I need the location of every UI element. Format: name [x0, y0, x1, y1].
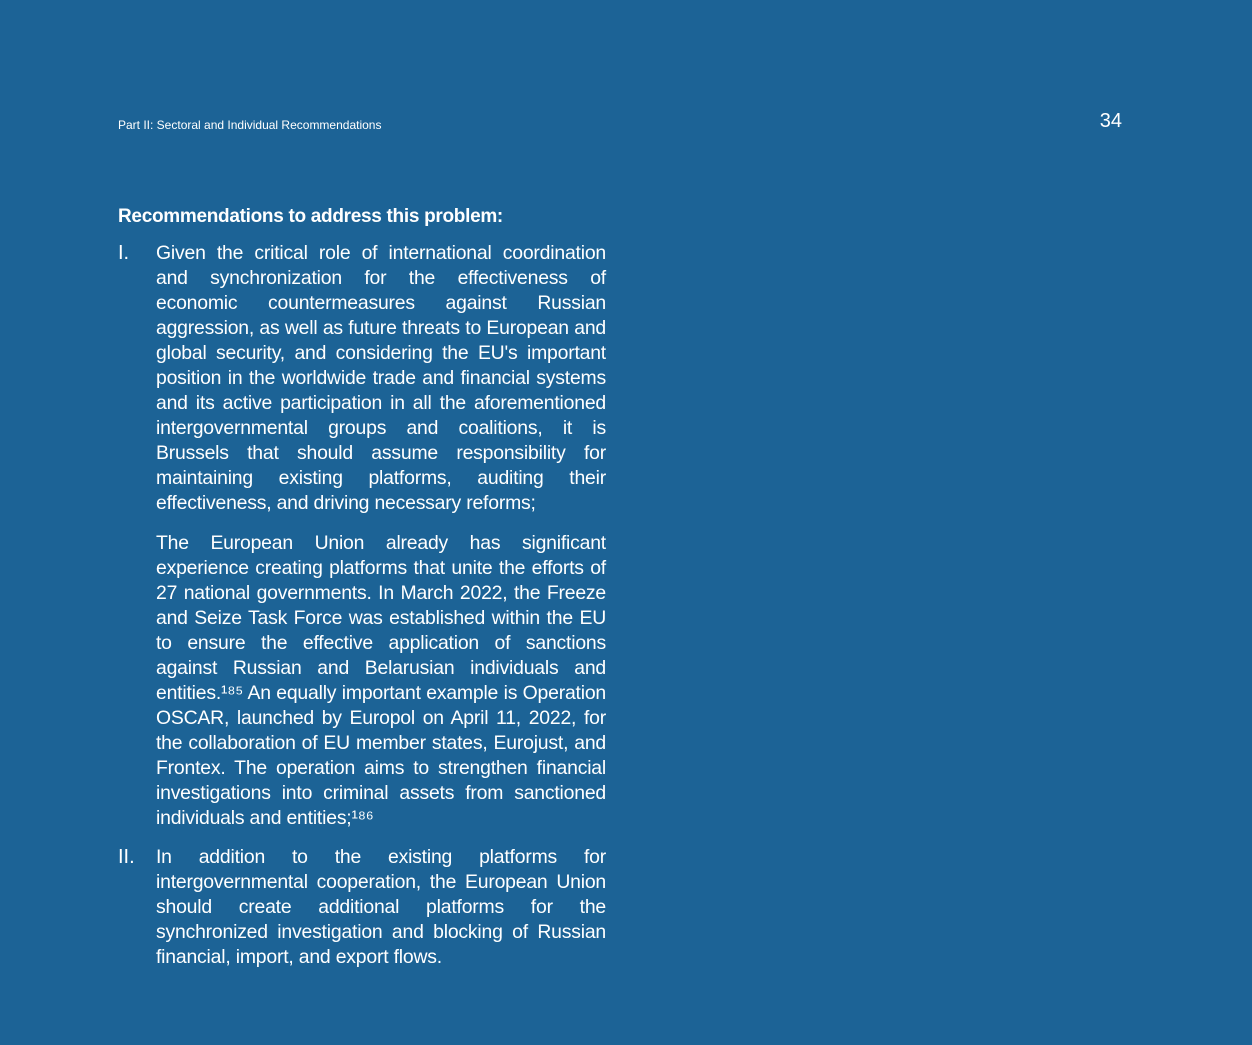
recommendation-body	[156, 241, 606, 831]
running-header: Part II: Sectoral and Individual Recommendations	[118, 118, 382, 132]
recommendation-paragraph: In addition to the existing platforms for intergovernmental cooperation, the European Union should create additional platforms for the synchronized investigation and blocking of Russian financial, import, and export flows.	[156, 846, 606, 968]
list-marker: II.	[118, 846, 135, 868]
recommendation-body	[156, 845, 606, 970]
main-content	[118, 204, 606, 984]
recommendation-paragraph: Given the critical role of international coordination and synchronization for the effectiveness of economic countermeasures against Russian aggression, as well as future threats to European and global security, and considering the EU's important position in the worldwide trade and financial systems and its active participation in all the aforementioned intergovernmental groups and coalitions, it is Brussels that should assume responsibility for maintaining existing platforms, auditing their effectiveness, and driving necessary reforms;	[156, 242, 606, 514]
page-number: 34	[1099, 110, 1122, 132]
recommendation-item-2	[118, 845, 606, 970]
list-marker: I.	[118, 242, 130, 264]
recommendation-paragraph: The European Union already has significant experience creating platforms that unite the efforts of 27 national governments. In March 2022, the Freeze and Seize Task Force was established within the EU to ensure the effective application of sanctions against Russian and Belarusian individuals and entities.¹⁸⁵ An equally important example is Operation OSCAR, launched by Europol on April 11, 2022, for the collaboration of EU member states, Eurojust, and Frontex. The operation aims to strengthen financial investigations into criminal assets from sanctioned individuals and entities;¹⁸⁶	[156, 532, 606, 829]
section-heading: Recommendations to address this problem:	[118, 206, 503, 227]
recommendation-item-1	[118, 241, 606, 831]
